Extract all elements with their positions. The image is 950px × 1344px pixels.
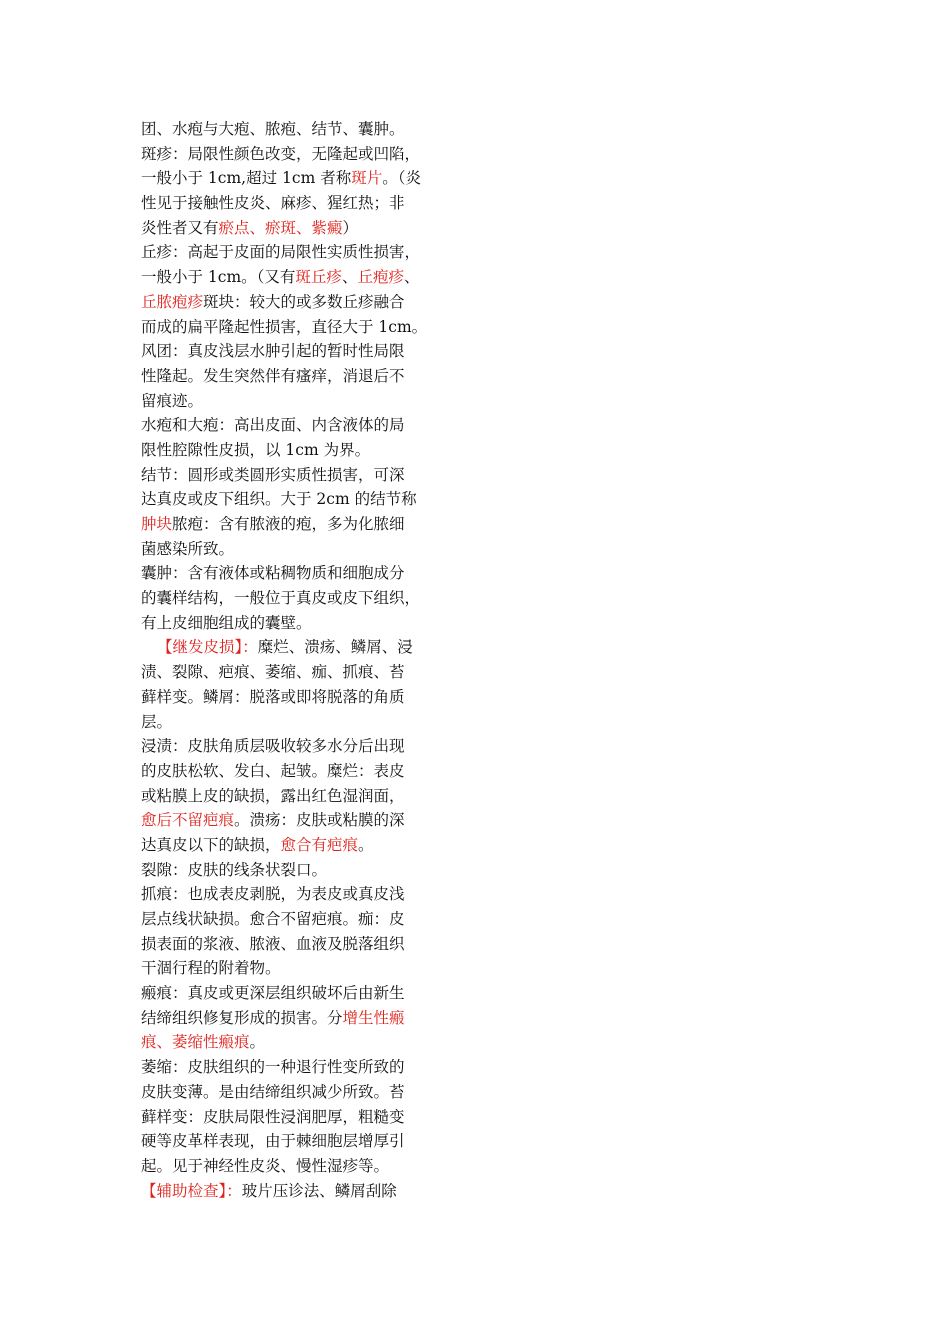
text-segment: 瘢痕：真皮或更深层组织破坏后由新生 [141,984,405,1003]
highlight-term: 【辅助检查】： [141,1181,242,1200]
text-line [141,1105,461,1130]
text-segment: 藓样变。鳞屑：脱落或即将脱落的角质 [141,687,405,706]
text-segment: 起。见于神经性皮炎、慢性湿疹等。 [141,1156,390,1175]
text-segment: 藓样变：皮肤局限性浸润肥厚，粗糙变 [141,1107,405,1126]
text-line [141,166,461,191]
text-line [141,932,461,957]
text-segment: 性隆起。发生突然伴有瘙痒，消退后不 [141,366,405,385]
text-segment: 渍、裂隙、疤痕、萎缩、痂、抓痕、苔 [141,663,405,682]
text-segment: 、 [403,268,420,287]
text-segment: 水疱和大疱：高出皮面、内含液体的局 [141,416,405,435]
text-segment: 浸渍：皮肤角质层吸收较多水分后出现 [141,737,405,756]
text-line [141,635,461,660]
text-segment: 团、水疱与大疱、脓疱、结节、囊肿。 [141,120,405,138]
text-segment: 性见于接触性皮炎、麻疹、猩红热；非 [141,194,405,213]
text-line [141,339,461,364]
text-segment: 糜烂、溃疡、鳞屑、浸 [257,638,413,657]
text-segment: 。（炎 [382,169,421,188]
text-line [141,216,461,241]
text-line [141,981,461,1006]
text-line [141,315,461,340]
text-segment: 、 [341,268,358,287]
text-line [141,956,461,981]
text-segment: 玻片压诊法、鳞屑刮除 [241,1181,397,1200]
text-segment: 斑块：较大的或多数丘疹融合 [203,292,405,311]
text-line [141,1179,461,1204]
text-line [141,487,461,512]
text-line [141,561,461,586]
text-line [141,463,461,488]
text-segment: 达真皮或皮下组织。大于 2cm 的结节称 [141,490,417,509]
text-segment: 抓痕：也成表皮剥脱，为表皮或真皮浅 [141,885,405,904]
highlight-term: 肿块 [141,515,173,533]
text-segment: ） [342,218,359,237]
text-segment: 脓疱：含有脓液的疱，多为化脓细 [172,515,405,533]
text-segment: 炎性者又有 [141,218,219,237]
text-segment: 裂隙：皮肤的线条状裂口。 [141,860,328,879]
text-segment: 一般小于 1cm。（又有 [141,268,296,287]
text-line [141,660,461,685]
text-segment: 或粘膜上皮的缺损，露出红色湿润面， [141,786,405,805]
text-line [141,611,461,636]
text-segment: 损表面的浆液、脓液、血液及脱落组织 [141,934,405,953]
highlight-term: 斑丘疹 [295,268,342,287]
text-line [141,389,461,414]
text-line [141,290,461,315]
text-segment: 丘疹：高起于皮面的局限性实质性损害， [141,243,421,262]
text-line [141,1030,461,1055]
highlight-term: 愈后不留疤痕 [141,811,235,830]
text-segment: 有上皮细胞组成的囊壁。 [141,613,312,632]
text-line [141,117,461,142]
text-segment: 萎缩：皮肤组织的一种退行性变所致的 [141,1058,405,1077]
highlight-term: 丘脓疱疹 [141,292,204,311]
highlight-term: 瘀点、瘀斑、紫癜 [218,218,343,237]
text-line [141,240,461,265]
text-line [141,734,461,759]
text-line [141,907,461,932]
text-line [141,685,461,710]
highlight-term: 痕、萎缩性瘢痕 [141,1033,250,1052]
highlight-term: 丘疱疹 [357,268,404,287]
text-line [141,759,461,784]
text-line [141,142,461,167]
text-segment: 层点线状缺损。愈合不留疤痕。痂：皮 [141,910,405,928]
text-segment: 留痕迹。 [141,391,204,410]
text-line [141,438,461,463]
text-column [141,117,461,1203]
text-line [141,710,461,735]
text-segment: 的囊样结构，一般位于真皮或皮下组织， [141,589,421,608]
text-segment: 而成的扁平隆起性损害，直径大于 1cm。 [141,317,428,336]
text-segment: 干涸行程的附着物。 [141,959,281,978]
text-segment: 结节：圆形或类圆形实质性损害，可深 [141,465,405,484]
text-segment: 一般小于 1cm,超过 1cm 者称 [141,169,352,188]
text-segment: 菌感染所致。 [141,539,235,558]
text-segment: 限性腔隙性皮损，以 1cm 为界。 [141,440,371,459]
text-segment: 皮肤变薄。是由结缔组织减少所致。苔 [141,1082,405,1101]
text-segment: 风团：真皮浅层水肿引起的暂时性局限 [141,342,405,361]
text-segment: 囊肿：含有液体或粘稠物质和细胞成分 [141,564,405,583]
text-line [141,784,461,809]
text-line [141,191,461,216]
highlight-term: 增生性瘢 [342,1008,405,1027]
text-line [141,413,461,438]
highlight-term: 【继发皮损】： [157,638,258,657]
highlight-term: 斑片 [351,169,383,188]
text-segment: 的皮肤松软、发白、起皱。糜烂：表皮 [141,761,405,780]
text-line [141,808,461,833]
text-segment: 斑疹：局限性颜色改变，无隆起或凹陷， [141,144,421,163]
text-segment: 结缔组织修复形成的损害。分 [141,1008,343,1027]
text-segment: 。 [249,1033,266,1052]
text-segment: 硬等皮革样表现，由于棘细胞层增厚引 [141,1132,405,1151]
text-line [141,1080,461,1105]
highlight-term: 愈合有疤痕 [280,835,359,854]
text-line [141,882,461,907]
text-line [141,364,461,389]
text-line [141,512,461,537]
text-line [141,833,461,858]
text-line [141,586,461,611]
text-segment: 。 [358,835,374,854]
text-line [141,1055,461,1080]
text-line [141,265,461,290]
text-line [141,858,461,883]
text-line [141,537,461,562]
text-segment: 。溃疡：皮肤或粘膜的深 [234,811,405,830]
text-line [141,1154,461,1179]
text-line [141,1006,461,1031]
text-segment: 层。 [141,712,173,731]
text-segment: 达真皮以下的缺损， [141,835,281,854]
text-line [141,1129,461,1154]
